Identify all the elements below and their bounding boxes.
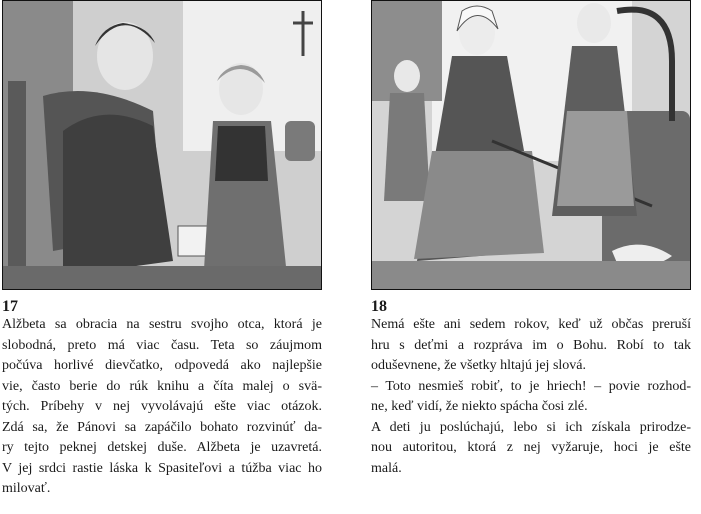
girls-at-well-with-stick-illustration <box>371 0 691 290</box>
panel-17 <box>2 0 322 496</box>
text-line: Zdá sa, že Pánovi sa zapáčilo bohato rozvinúť da- <box>2 419 322 435</box>
grandmother-reading-to-girl-illustration <box>2 0 322 290</box>
text-line: vie, často berie do rúk knihu a číta malej o svä- <box>2 378 322 394</box>
text-line: hru s deťmi a rozpráva im o Bohu. Robí to tak <box>371 337 691 353</box>
text-line: ne, keď vidí, že niekto spácha čosi zlé. <box>371 399 588 414</box>
text-line: nou autoritou, ktorá z nej vyžaruje, hoci je ešte <box>371 440 691 455</box>
text-line: – Toto nesmieš robiť, to je hriech! – povie rozhod- <box>371 378 691 394</box>
text-line: Nemá ešte ani sedem rokov, keď už občas preruší <box>371 317 691 332</box>
panel-number: 17 <box>2 298 18 315</box>
text-line: V jej srdci rastie láska k Spasiteľovi a túžba viac ho <box>2 460 322 476</box>
text-line: malá. <box>371 460 402 476</box>
text-line: slobodná, preto má viac času. Teta so záujmom <box>2 337 322 353</box>
text-line: počúva horlivé dievčatko, odpovedá ako najlepšie <box>2 358 322 373</box>
panel-text <box>371 315 691 479</box>
text-line: ry tejto peknej detskej duše. Alžbeta je uzavretá. <box>2 440 322 455</box>
text-line: tých. Príbehy v nej vyvolávajú ešte viac otázok. <box>2 399 322 414</box>
text-line: milovať. <box>2 481 51 496</box>
text-line: A deti ju poslúchajú, lebo si ich získala prirodze- <box>371 419 691 435</box>
text-line: oduševnene, že všetky hltajú jej slová. <box>371 358 586 373</box>
panel-number: 18 <box>371 298 387 315</box>
panel-text <box>2 315 322 500</box>
text-line: Alžbeta sa obracia na sestru svojho otca, ktorá je <box>2 317 322 332</box>
panel-18 <box>371 0 691 476</box>
